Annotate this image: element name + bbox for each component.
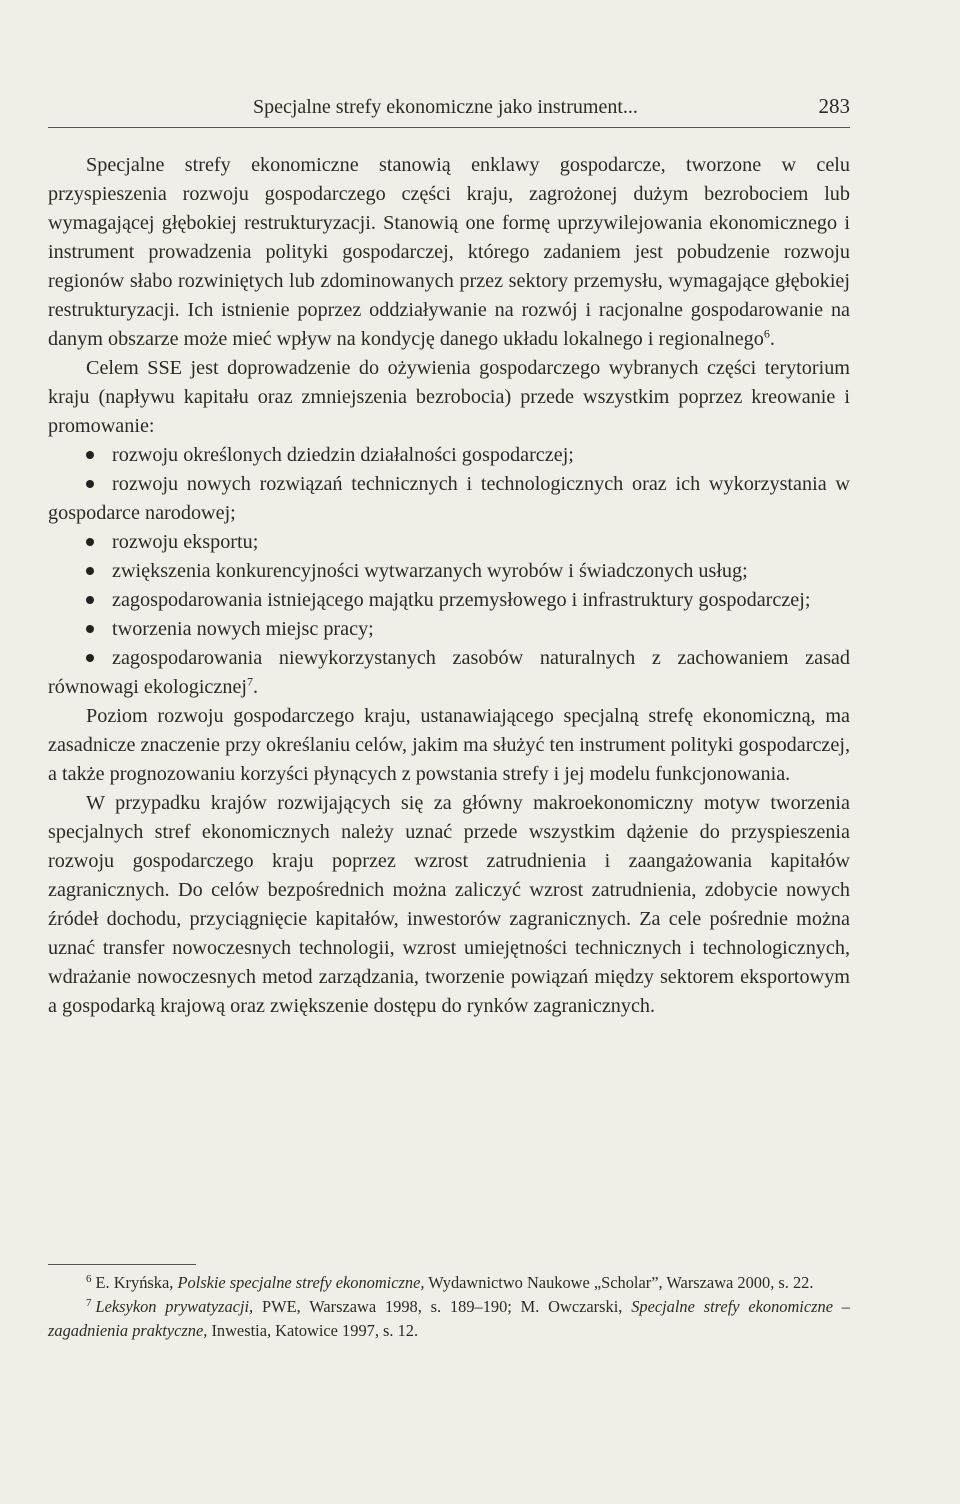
list-item: [48, 441, 850, 470]
footnote-7-rest-1: PWE, Warszawa 1998, s. 189–190; M. Owczarski,: [262, 1297, 623, 1316]
page-number: 283: [818, 94, 850, 118]
footnote-rule: [48, 1264, 196, 1265]
list-item: [48, 615, 850, 644]
bullet-list: [48, 441, 850, 702]
list-item-text: rozwoju nowych rozwiązań technicznych i technologicznych oraz ich wykorzystania w gospodarce narodowej;: [48, 473, 850, 524]
list-item-text: zagospodarowania niewykorzystanych zasobów naturalnych z zachowaniem zasad równowagi ekologicznej: [48, 647, 850, 698]
list-item-text: rozwoju eksportu;: [112, 531, 259, 553]
footnote-7-title-2: Specjalne strefy ekonomiczne – zagadnienia praktyczne,: [48, 1297, 850, 1340]
paragraph-1-end: .: [769, 328, 775, 350]
body-text: [48, 151, 850, 1021]
footnote-6: [48, 1271, 850, 1295]
bullet-icon: [86, 528, 112, 557]
bullet-icon: [86, 557, 112, 586]
list-item: [48, 470, 850, 528]
footnote-ref-6[interactable]: 6: [763, 326, 770, 341]
footnote-6-rest: Wydawnictwo Naukowe „Scholar”, Warszawa 2000, s. 22.: [428, 1273, 814, 1292]
list-item-text: rozwoju określonych dziedzin działalności gospodarczej;: [112, 444, 574, 466]
paragraph-1-text: Specjalne strefy ekonomiczne stanowią enklawy gospodarcze, tworzone w celu przyspieszenia rozwoju gospodarczego części kraju, zagrożonej dużym bezrobociem lub wymagającej głębokiej restrukturyzacji. Stanowią one formę uprzywilejowania ekonomicznego i instrument prowadzenia polityki gospodarczej, którego zadaniem jest pobudzenie rozwoju regionów słabo rozwiniętych lub zdominowanych przez sektory przemysłu, wymagające głębokiej restrukturyzacji. Ich istnienie poprzez oddziaływanie na rozwój i racjonalne gospodarowanie na danym obszarze może mieć wpływ na kondycję danego układu lokalnego i regionalnego: [48, 154, 850, 350]
paragraph-2: Celem SSE jest doprowadzenie do ożywienia gospodarczego wybranych części terytorium kraju (napływu kapitału oraz zmniejszenia bezrobocia) przede wszystkim poprzez kreowanie i promowanie:: [48, 357, 850, 437]
paragraph-1: [48, 151, 850, 354]
bullet-icon: [86, 615, 112, 644]
footnotes: [48, 1264, 850, 1343]
list-item: [48, 557, 850, 586]
footnote-7-mark: 7: [86, 1296, 92, 1309]
footnote-7: [48, 1295, 850, 1343]
footnote-6-author: E. Kryńska,: [95, 1273, 174, 1292]
bullet-icon: [86, 586, 112, 615]
paragraph-3: Poziom rozwoju gospodarczego kraju, ustanawiającego specjalną strefę ekonomiczną, ma zasadnicze znaczenie przy określaniu celów, jakim ma służyć ten instrument polityki gospodarczej, a także prognozowaniu korzyści płynących z powstania strefy i jej modelu funkcjonowania.: [48, 705, 850, 785]
bullet-icon: [86, 644, 112, 673]
bullet-icon: [86, 441, 112, 470]
list-item-text: zwiększenia konkurencyjności wytwarzanych wyrobów i świadczonych usług;: [112, 560, 748, 582]
list-item: [48, 586, 850, 615]
footnote-ref-7[interactable]: 7: [247, 674, 254, 689]
paragraph-4: W przypadku krajów rozwijających się za główny makroekonomiczny motyw tworzenia specjalnych stref ekonomicznych należy uznać przede wszystkim dążenie do przyspieszenia rozwoju gospodarczego kraju poprzez wzrost zatrudnienia i zaangażowania kapitałów zagranicznych. Do celów bezpośrednich można zaliczyć wzrost zatrudnienia, zdobycie nowych źródeł dochodu, przyciągnięcie kapitałów, inwestorów zagranicznych. Za cele pośrednie można uznać transfer nowoczesnych technologii, wzrost umiejętności technicznych i technologicznych, wdrażanie nowoczesnych metod zarządzania, tworzenie powiązań między sektorem eksportowym a gospodarką krajową oraz zwiększenie dostępu do rynków zagranicznych.: [48, 792, 850, 1017]
footnote-6-title: Polskie specjalne strefy ekonomiczne,: [177, 1273, 425, 1292]
running-header: [48, 94, 850, 128]
list-item: [48, 528, 850, 557]
running-title: Specjalne strefy ekonomiczne jako instrument...: [253, 96, 638, 118]
list-item-text: zagospodarowania istniejącego majątku przemysłowego i infrastruktury gospodarczej;: [112, 589, 811, 611]
bullet-icon: [86, 470, 112, 499]
footnote-7-title-1: Leksykon prywatyzacji,: [95, 1297, 254, 1316]
list-item: [48, 644, 850, 702]
footnote-7-rest-2: Inwestia, Katowice 1997, s. 12.: [211, 1321, 419, 1340]
list-item-text: tworzenia nowych miejsc pracy;: [112, 618, 374, 640]
footnote-6-mark: 6: [86, 1272, 92, 1285]
list-item-end: .: [253, 676, 259, 698]
